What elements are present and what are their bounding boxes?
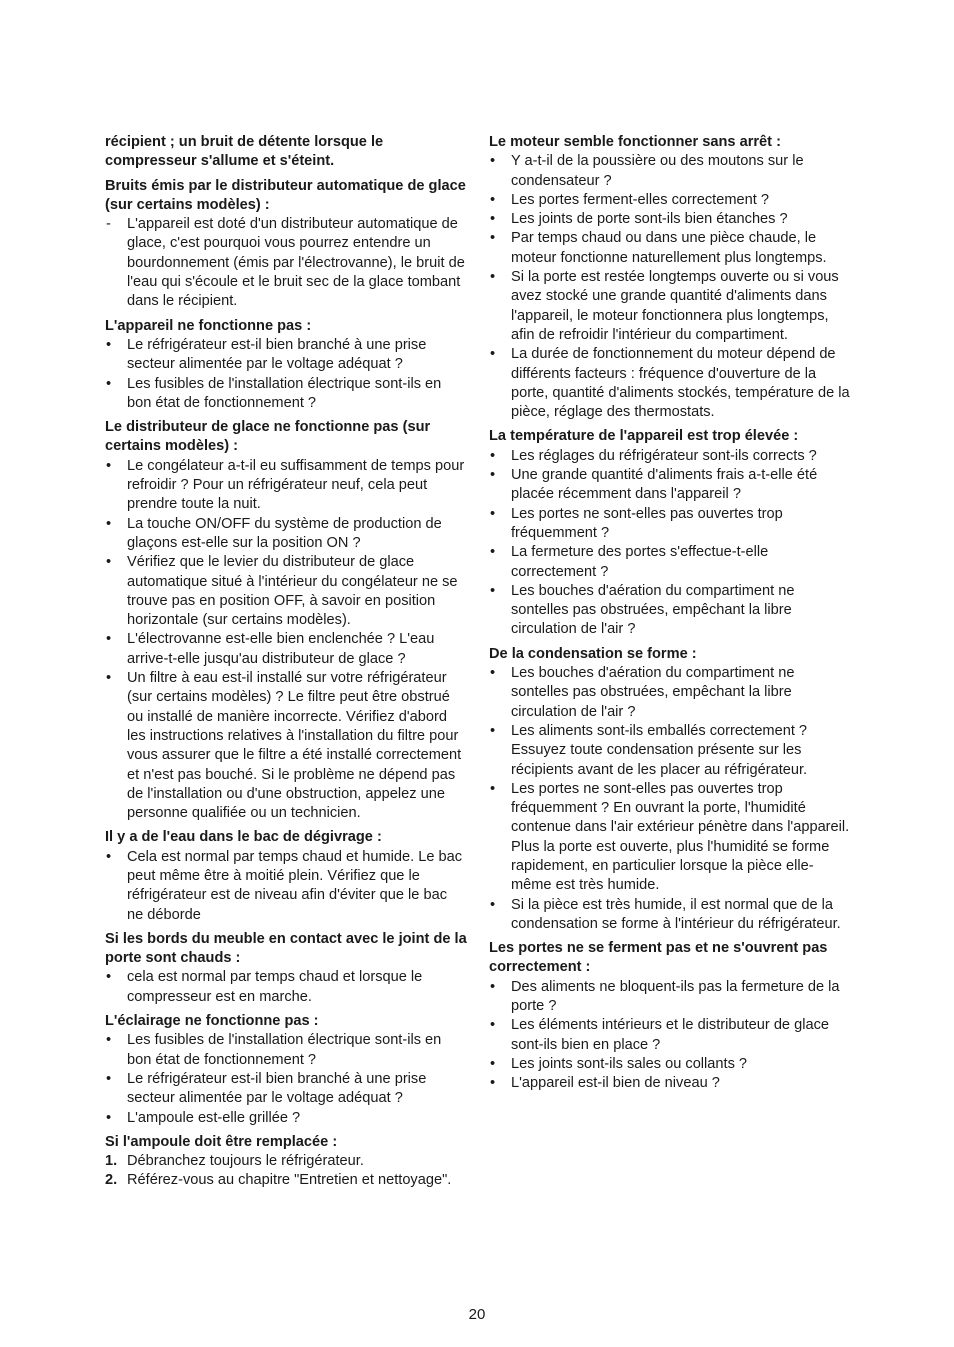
list-item	[105, 1109, 467, 1128]
list-item-text: Y a-t-il de la poussière ou des moutons sur le condensateur ?	[511, 153, 804, 189]
bullet-marker: •	[106, 375, 112, 392]
list-item-text: Une grande quantité d'aliments frais a-t-elle été placée récemment dans l'appareil ?	[511, 467, 818, 503]
section-heading: L'éclairage ne fonctionne pas :	[105, 1013, 319, 1030]
section-heading: Bruits émis par le distributeur automatique de glace (sur certains modèles) :	[105, 177, 466, 213]
step-number: 1.	[105, 1153, 118, 1170]
section-si-les-bords-du-meuble-en-contact-avec-l	[105, 930, 467, 1007]
bullet-marker: •	[490, 722, 496, 739]
list-item-text: Les joints sont-ils sales ou collants ?	[511, 1055, 748, 1072]
list-item-text: La fermeture des portes s'effectue-t-elle correctement ?	[511, 544, 769, 580]
section-bruits-emis-par-le-distributeur-automati	[105, 177, 467, 312]
bullet-marker: •	[490, 230, 496, 247]
bullet-list	[105, 1031, 467, 1127]
left-column	[105, 133, 467, 1196]
bullet-marker: •	[490, 896, 496, 913]
section-heading: La température de l'appareil est trop élevée :	[489, 428, 799, 445]
list-item	[489, 780, 851, 896]
list-item-text: Des aliments ne bloquent-ils pas la fermeture de la porte ?	[511, 978, 840, 1015]
bullet-marker: •	[490, 346, 496, 363]
list-item-text: Les portes ne sont-elles pas ouvertes trop fréquemment ?	[511, 505, 783, 541]
list-item	[105, 515, 467, 554]
bullet-marker: •	[106, 848, 112, 865]
bullet-marker: •	[490, 467, 496, 484]
list-item	[489, 466, 851, 505]
list-item-text: Les éléments intérieurs et le distributeur de glace sont-ils bien en place ?	[511, 1017, 829, 1053]
continued-paragraph: récipient ; un bruit de détente lorsque le compresseur s'allume et s'éteint.	[105, 134, 384, 170]
list-item-text: Vérifiez que le levier du distributeur de glace automatique situé à l'intérieur du congélateur ne se trouve pas en position OFF, à savoir en position horizontale (sur certains modèles).	[127, 554, 458, 629]
bullet-list	[489, 978, 851, 1094]
bullet-marker: •	[106, 1032, 112, 1049]
bullet-marker: •	[106, 554, 112, 571]
bullet-marker: •	[490, 544, 496, 561]
bullet-list	[489, 152, 851, 422]
bullet-marker: •	[490, 1017, 496, 1034]
list-item-text: L'électrovanne est-elle bien enclenchée ? L'eau arrive-t-elle jusqu'au distributeur de glace ?	[127, 631, 435, 667]
list-item	[489, 896, 851, 935]
list-item	[489, 229, 851, 268]
list-item-text: L'appareil est-il bien de niveau ?	[511, 1075, 720, 1092]
list-item-text: Les fusibles de l'installation électrique sont-ils en bon état de fonctionnement ?	[127, 375, 442, 411]
section-heading: Si l'ampoule doit être remplacée :	[105, 1133, 338, 1150]
section-heading: De la condensation se forme :	[489, 645, 697, 662]
list-item	[105, 1031, 467, 1070]
bullet-marker: •	[490, 1055, 496, 1072]
list-item	[489, 191, 851, 210]
list-item-text: Le congélateur a-t-il eu suffisamment de temps pour refroidir ? Pour un réfrigérateur neuf, cela peut prendre toute la nuit.	[127, 457, 465, 513]
step-number: 2.	[105, 1172, 118, 1189]
bullet-list	[105, 336, 467, 413]
bullet-marker: •	[106, 1070, 112, 1087]
bullet-list	[489, 664, 851, 934]
list-item-text: Si la porte est restée longtemps ouverte ou si vous avez stocké une grande quantité d'aliments dans l'appareil, le moteur fonctionnera plus longtemps, afin de refroidir l'intérieur du compartiment.	[511, 269, 839, 343]
bullet-marker: •	[490, 269, 496, 286]
list-item	[489, 152, 851, 191]
list-item	[489, 345, 851, 422]
list-item	[489, 664, 851, 722]
bullet-list	[105, 968, 467, 1007]
bullet-marker: •	[490, 582, 496, 599]
dash-marker: -	[106, 216, 111, 233]
list-item-text: Les joints de porte sont-ils bien étanches ?	[511, 211, 788, 228]
section-heading: L'appareil ne fonctionne pas :	[105, 317, 312, 334]
list-item	[489, 268, 851, 345]
list-item-text: Si la pièce est très humide, il est normal que de la condensation se forme à l'intérieur du réfrigérateur.	[511, 896, 841, 932]
list-item-text: L'ampoule est-elle grillée ?	[127, 1109, 301, 1126]
list-item	[105, 1171, 467, 1190]
list-item-text: Les réglages du réfrigérateur sont-ils corrects ?	[511, 447, 817, 464]
list-item	[489, 543, 851, 582]
list-item	[489, 582, 851, 640]
bullet-marker: •	[106, 336, 112, 353]
list-item-text: Par temps chaud ou dans une pièce chaude, le moteur fonctionne naturellement plus longtemps.	[511, 230, 827, 266]
list-item	[105, 215, 467, 311]
section-heading: Le distributeur de glace ne fonctionne pas (sur certains modèles) :	[105, 419, 431, 455]
section-les-portes-ne-se-ferment-pas-et-ne-s-ouv	[489, 939, 851, 1093]
list-item	[105, 968, 467, 1007]
bullet-list	[105, 848, 467, 925]
bullet-marker: •	[490, 978, 496, 995]
bullet-marker: •	[106, 1109, 112, 1126]
list-item-text: Les portes ne sont-elles pas ouvertes trop fréquemment ? En ouvrant la porte, l'humidité contenue dans l'air extérieur pénètre dans l'appareil. Plus la porte est ouverte, plus l'humidité se forme rapidement, en particulier lorsque la pièce elle-même est très humide.	[511, 780, 850, 894]
list-item-text: Référez-vous au chapitre "Entretien et nettoyage".	[127, 1172, 452, 1189]
list-item	[489, 505, 851, 544]
section-l-appareil-ne-fonctionne-pas	[105, 317, 467, 413]
bullet-marker: •	[490, 665, 496, 682]
section-heading: Le moteur semble fonctionner sans arrêt :	[489, 134, 781, 150]
list-item-text: Le réfrigérateur est-il bien branché à une prise secteur alimentée par le voltage adéquat ?	[127, 336, 427, 373]
bullet-list	[105, 457, 467, 824]
list-item-text: Le réfrigérateur est-il bien branché à une prise secteur alimentée par le voltage adéquat ?	[127, 1070, 427, 1107]
bullet-marker: •	[490, 1075, 496, 1092]
bullet-marker: •	[490, 153, 496, 170]
list-item	[489, 447, 851, 466]
section-il-y-a-de-l-eau-dans-le-bac-de-degivrage	[105, 828, 467, 924]
list-item	[105, 1152, 467, 1171]
bullet-marker: •	[106, 969, 112, 986]
list-item-text: Les fusibles de l'installation électrique sont-ils en bon état de fonctionnement ?	[127, 1032, 442, 1068]
bullet-marker: •	[106, 457, 112, 474]
bullet-marker: •	[490, 191, 496, 208]
numbered-list	[105, 1152, 467, 1191]
bullet-list	[489, 447, 851, 640]
list-item-text: L'appareil est doté d'un distributeur automatique de glace, c'est pourquoi vous pourrez entendre un bourdonnement (émis par l'électrovanne), le bruit de l'eau qui s'écoule et le bruit sec de la glace tombant dans le récipient.	[127, 216, 465, 310]
list-item	[489, 1016, 851, 1055]
list-item-text: Un filtre à eau est-il installé sur votre réfrigérateur (sur certains modèles) ? Le filtre peut être obstrué ou installé de manière incorrecte. Vérifiez d'abord les instructions relatives à l'installation du filtre pour vous assurer que le filtre a été installé correctement et n'est pas bouché. Si le problème ne dépend pas de l'installation ou d'une obstruction, appelez une personne qualifiée ou un technicien.	[127, 670, 462, 822]
section-la-temperature-de-l-appareil-est-trop-el	[489, 427, 851, 639]
bullet-marker: •	[106, 670, 112, 687]
bullet-marker: •	[490, 447, 496, 464]
bullet-marker: •	[490, 505, 496, 522]
section-de-la-condensation-se-forme	[489, 645, 851, 934]
list-item-text: La durée de fonctionnement du moteur dépend de différents facteurs : fréquence d'ouverture de la porte, quantité d'aliments stockés, température de la pièce, réglage des thermostats.	[511, 346, 850, 421]
page-number: 20	[468, 1306, 486, 1323]
bullet-list	[105, 215, 467, 311]
bullet-marker: •	[490, 211, 496, 228]
list-item-text: Cela est normal par temps chaud et humide. Le bac peut même être à moitié plein. Vérifiez que le réfrigérateur est de niveau afin d'éviter que le bac ne déborde	[127, 848, 463, 923]
list-item	[489, 978, 851, 1017]
list-item-text: Les aliments sont-ils emballés correctement ? Essuyez toute condensation présente sur les récipients avant de les placer au réfrigérateur.	[511, 722, 808, 778]
bullet-marker: •	[490, 780, 496, 797]
list-item	[105, 1070, 467, 1109]
section-heading: Si les bords du meuble en contact avec le joint de la porte sont chauds :	[105, 930, 467, 967]
list-item	[105, 630, 467, 669]
section-le-distributeur-de-glace-ne-fonctionne-p	[105, 418, 467, 823]
list-item	[105, 553, 467, 630]
list-item	[489, 722, 851, 780]
list-item-text: La touche ON/OFF du système de production de glaçons est-elle sur la position ON ?	[127, 515, 442, 551]
list-item-text: Les bouches d'aération du compartiment ne sontelles pas obstruées, empêchant la libre circulation de l'air ?	[511, 582, 795, 638]
list-item	[105, 375, 467, 414]
list-item-text: cela est normal par temps chaud et lorsque le compresseur est en marche.	[127, 969, 423, 1005]
bullet-marker: •	[106, 631, 112, 648]
right-column	[489, 133, 851, 1099]
list-item	[489, 1055, 851, 1074]
section-l-eclairage-ne-fonctionne-pas	[105, 1012, 467, 1128]
section-heading: Il y a de l'eau dans le bac de dégivrage :	[105, 829, 382, 846]
section-si-l-ampoule-doit-etre-remplacee	[105, 1133, 467, 1191]
section-le-moteur-semble-fonctionner-sans-arret	[489, 133, 851, 422]
list-item	[489, 210, 851, 229]
list-item	[105, 336, 467, 375]
list-item-text: Les portes ferment-elles correctement ?	[511, 191, 769, 208]
list-item	[105, 669, 467, 823]
list-item	[105, 457, 467, 515]
section-heading: Les portes ne se ferment pas et ne s'ouvrent pas correctement :	[489, 940, 828, 976]
list-item-text: Débranchez toujours le réfrigérateur.	[127, 1153, 364, 1170]
bullet-marker: •	[106, 515, 112, 532]
list-item	[105, 848, 467, 925]
list-item-text: Les bouches d'aération du compartiment ne sontelles pas obstruées, empêchant la libre circulation de l'air ?	[511, 665, 795, 720]
list-item	[489, 1074, 851, 1093]
